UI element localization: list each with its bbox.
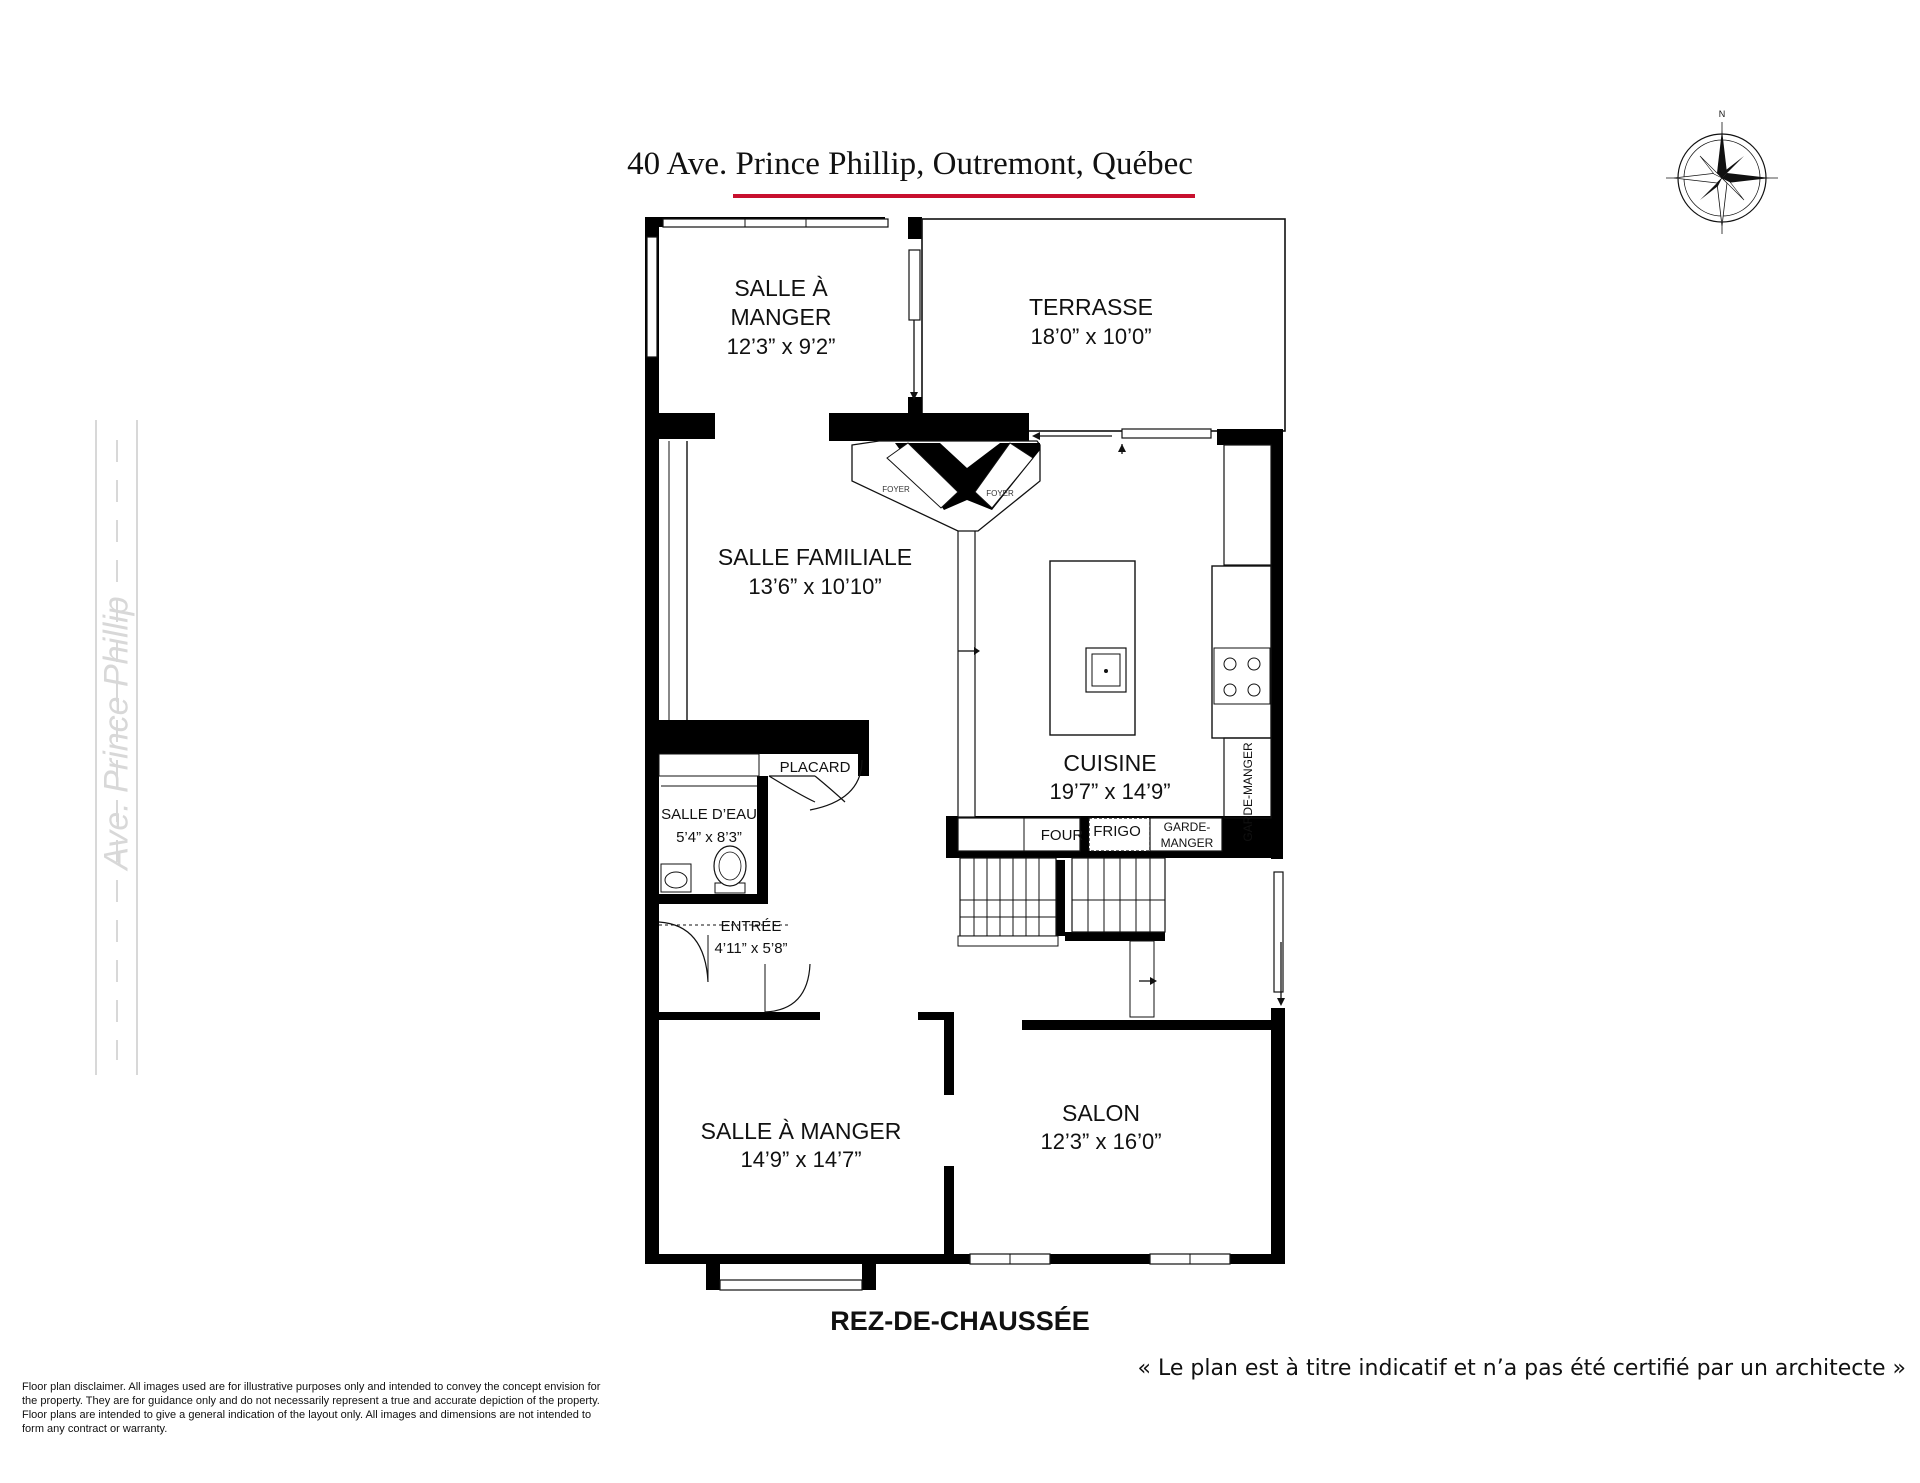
street-label: Ave. Prince Phillip: [97, 596, 136, 870]
cuisine-dims: 19’7” x 14’9”: [1049, 779, 1171, 804]
stove-icon: [1214, 648, 1270, 704]
floor-level-label: REZ-DE-CHAUSSÉE: [830, 1306, 1090, 1336]
salle-a-manger-upper-dims: 12’3” x 9’2”: [726, 334, 836, 359]
placard-name: PLACARD: [779, 759, 851, 776]
certification-note: « Le plan est à titre indicatif et n’a pas été certifié par un architecte »: [1137, 1356, 1906, 1381]
bathroom-fixtures: [659, 754, 759, 893]
terrasse-name: TERRASSE: [1029, 294, 1153, 320]
salle-a-manger-lower-dims: 14’9” x 14’7”: [740, 1147, 862, 1172]
garde-manger-label-line2: MANGER: [1160, 836, 1214, 850]
salle-d-eau-name: SALLE D’EAU: [661, 806, 757, 823]
salle-familiale-dims: 13’6” x 10’10”: [748, 574, 882, 599]
entree-name: ENTRÉE: [720, 918, 782, 935]
salle-familiale-name: SALLE FAMILIALE: [717, 544, 913, 570]
frigo-label: FRIGO: [1093, 823, 1141, 840]
garde-manger-vertical-label: GARDE-MANGER: [1241, 742, 1255, 842]
salle-a-manger-upper-name-line2: MANGER: [730, 304, 832, 330]
washbasin-icon: [661, 864, 691, 892]
street-guide-lines: [96, 420, 137, 1075]
plan-title: 40 Ave. Prince Phillip, Outremont, Québec: [627, 146, 1193, 182]
four-label: FOUR: [1040, 827, 1084, 844]
salle-d-eau-dims: 5’4” x 8’3”: [676, 829, 742, 846]
floor-plan-disclaimer: Floor plan disclaimer. All images used are for illustrative purposes only and intended to convey the concept envision for the property. They are for guidance only and do not necessarily represent a true and accurate depiction of the property. Floor plans are intended to give a general indication of the layout only. All images and dimensions are not intended to form any contract or warranty.: [22, 1381, 601, 1435]
foyer-right-label: FOYER: [986, 489, 1014, 498]
family-room-partition: [669, 441, 687, 720]
entree-dims: 4’11” x 5’8”: [714, 940, 788, 957]
salon-name: SALON: [1062, 1100, 1140, 1126]
compass-north-label: N: [1718, 109, 1726, 119]
garde-manger-label-line1: GARDE-: [1163, 820, 1211, 834]
toilet-icon: [714, 846, 746, 893]
kitchen-partition: [958, 530, 975, 817]
fireplace: [852, 441, 1040, 531]
salle-a-manger-lower-name: SALLE À MANGER: [700, 1118, 902, 1144]
kitchen-island: [1050, 561, 1135, 735]
cuisine-name: CUISINE: [1063, 750, 1157, 776]
salon-dims: 12’3” x 16’0”: [1040, 1129, 1162, 1154]
salle-a-manger-upper-name-line1: SALLE À: [734, 275, 828, 301]
foyer-left-label: FOYER: [882, 485, 910, 494]
terrasse-dims: 18’0” x 10’0”: [1030, 324, 1152, 349]
